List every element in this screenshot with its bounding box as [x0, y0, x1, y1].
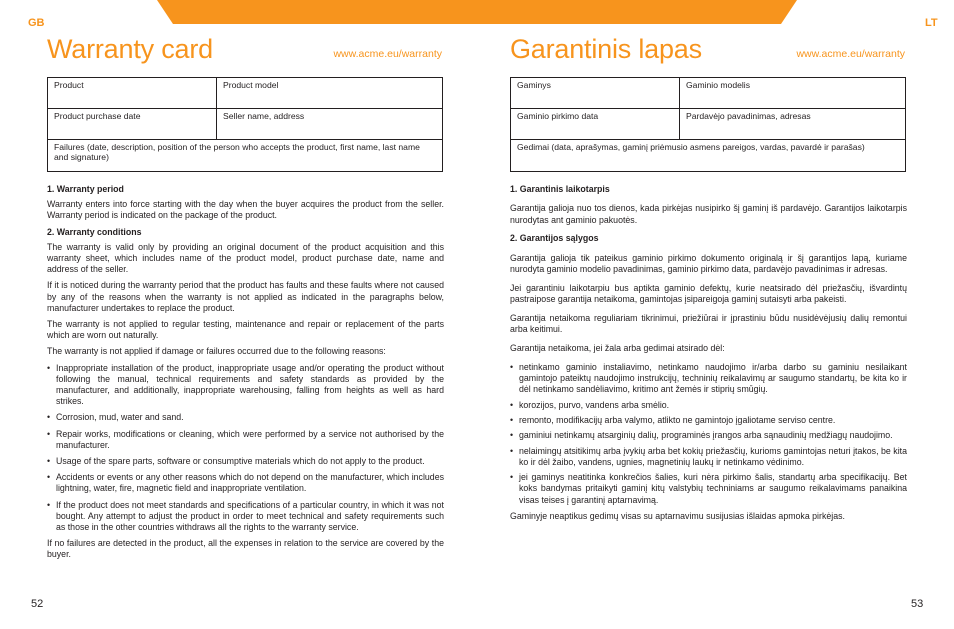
list-item: • Usage of the spare parts, software or consumptive materials which do not apply to the product.	[47, 456, 444, 467]
list-item: • Accidents or events or any other reasons which do not depend on the manufacturer, which includes lightning, water, fire, magnetic field and inappropriate ventilation.	[47, 472, 444, 494]
paragraph: If no failures are detected in the product, all the expenses in relation to the service are covered by the buyer.	[47, 538, 444, 560]
product-model-field[interactable]: Gaminio modelis	[680, 78, 906, 109]
warranty-url[interactable]: www.acme.eu/warranty	[333, 48, 442, 60]
list-item: • nelaimingų atsitikimų arba įvykių arba bet kokių priežasčių, kurioms gamintojas neturi įtakos, be kita ko ir dėl žaibo, vandens, ugnies, magnetinių laukų ir netinkamo vėdinimo.	[510, 446, 907, 469]
paragraph: The warranty is valid only by providing an original document of the product acquisition and this warranty sheet, which includes name of the product model, product purchase date, name and address of the seller.	[47, 241, 444, 275]
warranty-url[interactable]: www.acme.eu/warranty	[796, 48, 905, 60]
page-title: Garantinis lapas	[510, 34, 702, 64]
paragraph: Garantija netaikoma reguliariam tikrinimui, priežiūrai ir įprastiniu būdu nusidėvėjusių dalių remontui arba keitimui.	[510, 312, 907, 335]
product-field[interactable]: Product	[48, 78, 217, 109]
language-code-right: LT	[925, 17, 938, 29]
paragraph: Warranty enters into force starting with the day when the buyer acquires the product from the seller. Warranty period is indicated on the package of the product.	[47, 199, 444, 221]
page-header	[510, 34, 907, 74]
page-right	[510, 34, 907, 530]
list-item: • Inappropriate installation of the product, inappropriate usage and/or operating the product without following the manual, technical requirements and safety standards as provided by the manufacturer, and additionally, inappropriate warehousing, falling from heights as well as hard strikes.	[47, 363, 444, 408]
list-item: • If the product does not meet standards and specifications of a particular country, in which it was not bought. Any attempt to adjust the product in order to meet technical and safety requirements such as those in the other countries withdraws all the rights to the warranty service.	[47, 500, 444, 534]
page-title: Warranty card	[47, 34, 213, 64]
list-item: • remonto, modifikacijų arba valymo, atlikto ne gamintojo įgaliotame serviso centre.	[510, 415, 907, 426]
failures-field[interactable]: Failures (date, description, position of the person who accepts the product, first name, last name and signature)	[48, 140, 443, 172]
page-number-right: 53	[911, 598, 924, 610]
failures-field[interactable]: Gedimai (data, aprašymas, gaminį priėmusio asmens pareigos, vardas, pavardė ir parašas)	[511, 140, 906, 172]
product-model-field[interactable]: Product model	[217, 78, 443, 109]
section-heading: 2. Warranty conditions	[47, 226, 142, 237]
warranty-form-table	[47, 77, 443, 172]
list-item: • netinkamo gaminio instaliavimo, netinkamo naudojimo ir/arba darbo su gaminiu nesilaikant gamintojo pateiktų naudojimo instrukcijų, techninių reikalavimų ar saugumo standartų, be kita ko ir dėl netinkamo sandėliavimo, kritimo ant žemės ir stiprių smūgių.	[510, 362, 907, 396]
list-item: • korozijos, purvo, vandens arba smėlio.	[510, 400, 907, 411]
product-field[interactable]: Gaminys	[511, 78, 680, 109]
paragraph: Jei garantiniu laikotarpiu bus aptikta gaminio defektų, kurie neatsirado dėl priežasčių, išvardintų pastraipose garantija netaikoma, gamintojas įsipareigoja gaminį sutaisyti arba pakeisti.	[510, 282, 907, 305]
warranty-text	[510, 184, 907, 522]
header-orange-band	[157, 0, 797, 24]
list-item: • Repair works, modifications or cleaning, which were performed by a service not authorised by the manufacturer.	[47, 429, 444, 451]
exclusion-list	[510, 362, 907, 506]
warranty-text	[47, 184, 444, 561]
language-code-left: GB	[28, 17, 45, 29]
page-left	[47, 34, 444, 566]
warranty-form-table	[510, 77, 906, 172]
list-item: • jei gaminys neatitinka konkrečios šalies, kuri nėra pirkimo šalis, standartų arba specifikacijų. Bet koks bandymas pritaikyti gaminį kitų valstybių techniniams ar saugumo reikalavimams panaikina visas teises į garantinį aptarnavimą.	[510, 472, 907, 506]
paragraph: Gaminyje neaptikus gedimų visas su aptarnavimu susijusias išlaidas apmoka pirkėjas.	[510, 511, 845, 522]
exclusion-list	[47, 363, 444, 534]
paragraph: Garantija galioja tik pateikus gaminio pirkimo dokumento originalą ir šį garantijos lapą, kuriame nurodyta gaminio modelio pavadinimas, gaminio pirkimo data, pardavėjo pavadinimas ir adresas.	[510, 252, 907, 274]
purchase-date-field[interactable]: Product purchase date	[48, 109, 217, 140]
section-heading: 2. Garantijos sąlygos	[510, 233, 599, 244]
page-number-left: 52	[31, 598, 44, 610]
seller-field[interactable]: Seller name, address	[217, 109, 443, 140]
section-heading: 1. Garantinis laikotarpis	[510, 184, 610, 194]
seller-field[interactable]: Pardavėjo pavadinimas, adresas	[680, 109, 906, 140]
list-item: • gaminiui netinkamų atsarginių dalių, programinės įrangos arba sąnaudinių medžiagų naudojimo.	[510, 430, 907, 441]
page-header	[47, 34, 444, 74]
list-item: • Corrosion, mud, water and sand.	[47, 412, 444, 423]
paragraph: If it is noticed during the warranty period that the product has faults and these faults where not caused by any of the reasons when the warranty is not applied as indicated in the paragraphs below, manufacturer undertakes to replace the product.	[47, 280, 444, 313]
paragraph: Garantija netaikoma, jei žala arba gedimai atsirado dėl:	[510, 342, 725, 353]
paragraph: The warranty is not applied to regular testing, maintenance and repair or replacement of the parts which are worn out naturally.	[47, 319, 444, 341]
paragraph: The warranty is not applied if damage or failures occurred due to the following reasons:	[47, 346, 386, 357]
purchase-date-field[interactable]: Gaminio pirkimo data	[511, 109, 680, 140]
paragraph: Garantija galioja nuo tos dienos, kada pirkėjas nusipirko šį gaminį iš pardavėjo. Garantijos laikotarpis nurodytas ant gaminio pakuotės.	[510, 203, 907, 225]
section-heading: 1. Warranty period	[47, 184, 124, 194]
